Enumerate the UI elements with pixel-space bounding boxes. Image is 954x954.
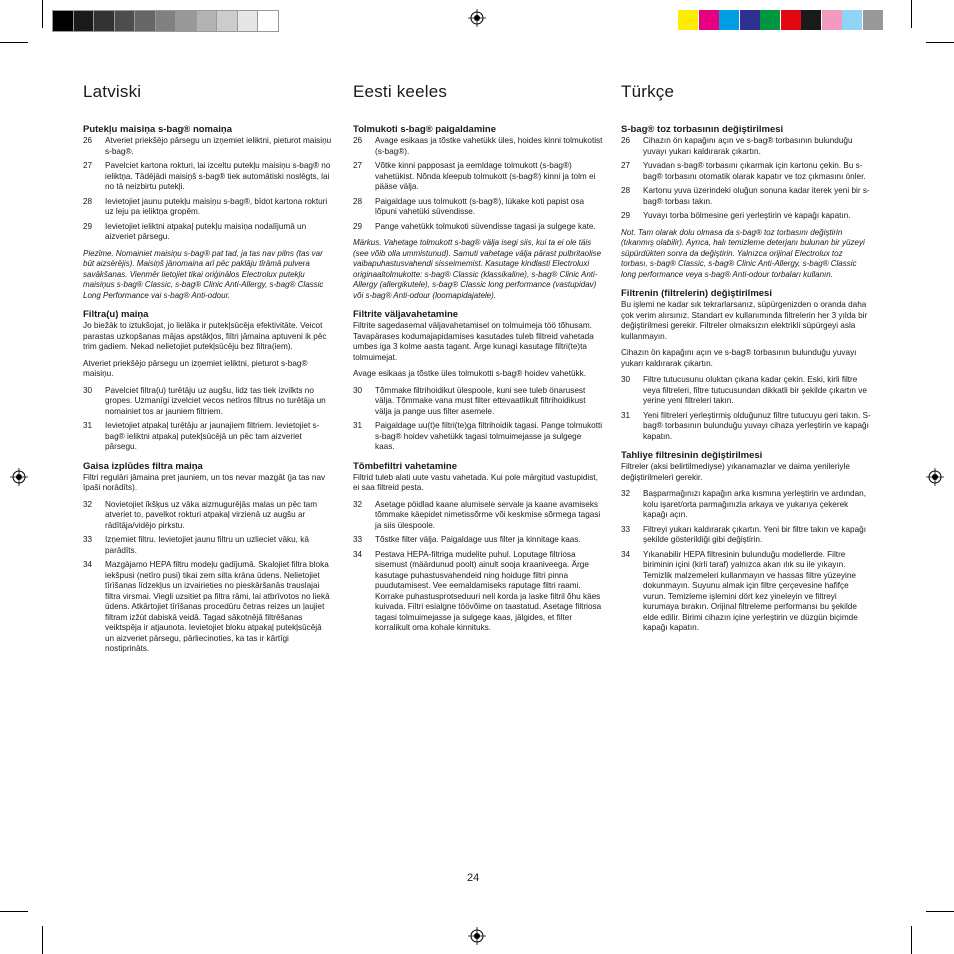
- gray-swatch: [73, 10, 95, 32]
- step-number: 30: [621, 375, 631, 384]
- step-text: Paigaldage uu(t)e filtri(te)ga filtrihoidik tagasi. Pange tolmukotti s-bag® hoidev vahetükk tagasi tolmuimejasse ja sulgege kaas.: [375, 421, 603, 451]
- registration-mark-icon: [10, 468, 28, 486]
- color-swatch: [719, 10, 739, 30]
- note-text: Märkus. Vahetage tolmukott s-bag® välja isegi siis, kui ta ei ole täis (see võib olla ummistunud). Samuti vahetage välja pärast pulbritaolise vaibapuhastusvahendi sisseimemist. Kasutage kindlasti Electroluxi originaaltolmukotte: s-bag® Classic (klassikaline), s-bag® Clinic Anti-Allergy (allergikutele), s-bag® Classic long performance (vastupidav) või s-bag® Anti-odour (loomapidajatele).: [353, 238, 602, 300]
- step-item: [83, 560, 333, 655]
- step-number: 33: [621, 524, 631, 534]
- gray-swatch: [93, 10, 115, 32]
- color-swatch: [781, 10, 801, 30]
- section-heading: Filtrenin (filtrelerin) değiştirilmesi: [621, 288, 772, 299]
- step-item: [621, 186, 871, 207]
- step-text: Ievietojiet jaunu putekļu maisiņu s-bag®, bīdot kartona rokturi uz leju pa ieliktņa gropēm.: [105, 196, 328, 216]
- section-heading: Filtrite väljavahetamine: [353, 309, 459, 320]
- step-text: Pavelciet kartona rokturi, lai izceltu putekļu maisiņu s-bag® no ieliktņa. Tādējādi maisiņš s-bag® tiek automātiski noslēgts, lai no tā neizbirtu putekļi.: [105, 161, 331, 191]
- step-item: [353, 161, 603, 193]
- registration-mark-icon: [468, 9, 486, 27]
- crop-mark: [911, 926, 912, 954]
- crop-mark: [0, 42, 28, 43]
- step-number: 31: [83, 421, 93, 430]
- step-text: Pavelciet filtra(u) turētāju uz augšu, lidz tas tiek izvilkts no gropes. Uzmanīgi izvelciet vecos netīros filtrus no turētāja un nomainiet tos ar jauniem filtriem.: [105, 385, 326, 416]
- step-number: 29: [621, 211, 631, 220]
- step-item: [621, 411, 871, 443]
- section-heading: S-bag® toz torbasının değiştirilmesi: [621, 124, 784, 135]
- step-item: [353, 535, 603, 546]
- step-item: [83, 421, 333, 453]
- paragraph: Cihazın ön kapağını açın ve s-bag® torbasının bulunduğu yuvayı yukarı kaldırarak çıkartın.: [621, 348, 857, 368]
- step-item: [621, 375, 871, 407]
- step-text: Yuvadan s-bag® torbasını çıkarmak için kartonu çekin. Bu s-bag® torbasını otomatik olarak kapatır ve toz çıkmasını önler.: [643, 161, 866, 181]
- step-text: Cihazın ön kapağını açın ve s-bag® torbasının bulunduğu yuvayı yukarı kaldırarak çıkartın.: [643, 136, 853, 156]
- column-turkce: [621, 82, 871, 638]
- column-body: [621, 124, 871, 634]
- note-text: Not. Tam olarak dolu olmasa da s-bag® toz torbasını değiştirin (tıkanmış olabilir). Ayrıca, halı temizleme deterjanı bulunan bir yüzeyi süpürdükten sonra da değiştirin. Yalnızca orijinal Electrolux toz torbası, s-bag® Classic, s-bag® Clinic Anti-Allergy, s-bag® Classic long performance veya s-bag® Anti-odour torbaları kullanın.: [621, 227, 865, 279]
- step-text: Kartonu yuva üzerindeki oluğun sonuna kadar iterek yeni bir s-bag® torbası takın.: [643, 186, 870, 206]
- step-item: [353, 136, 603, 157]
- color-swatch: [822, 10, 842, 30]
- step-item: [621, 136, 871, 157]
- step-item: [621, 489, 871, 521]
- crop-mark: [926, 42, 954, 43]
- step-text: Võtke kinni papposast ja eemldage tolmukott (s-bag®) vahetükist. Nõnda kleepub tolmukott (s-bag®) kinni ja tolm ei pääse välja.: [375, 161, 596, 191]
- step-item: [621, 211, 871, 222]
- step-number: 34: [621, 549, 631, 559]
- paragraph: Atveriet priekšējo pārsegu un izņemiet ieliktni, pieturot s-bag® maisiņu.: [83, 358, 308, 378]
- step-text: Izņemiet filtru. Ievietojiet jaunu filtru un uzlieciet vāku, kā parādīts.: [105, 535, 309, 555]
- step-number: 28: [83, 196, 93, 206]
- step-number: 32: [621, 489, 631, 498]
- step-item: [353, 386, 603, 418]
- gray-swatch: [196, 10, 218, 32]
- step-number: 34: [83, 560, 93, 569]
- section-heading: Putekļu maisiņa s-bag® nomaiņa: [83, 124, 233, 135]
- paragraph: Jo biežāk to iztukšojat, jo lielāka ir putekļsūcēja efektivitāte. Veicot parastas uzkopšanas mājas apstākļos, filtri jāmaina aptuveni ik pēc trim gadiem. Nekad nelietojiet putekļsūcēju bez filtra(iem).: [83, 321, 327, 351]
- column-heading: Latviski: [83, 82, 142, 101]
- color-swatch: [740, 10, 760, 30]
- gray-swatch: [237, 10, 259, 32]
- gray-swatch: [52, 10, 74, 32]
- gray-swatch: [114, 10, 136, 32]
- step-item: [83, 386, 333, 418]
- paragraph: Filtreler (aksi belirtilmediyse) yıkanamazlar ve daima yenileriyle değiştirilmeleri gerekir.: [621, 462, 850, 482]
- step-item: [83, 500, 333, 532]
- step-text: Asetage pöidlad kaane alumisele servale ja kaane avamiseks tõmmake käepidet nimetissõrme või keskmise sõrmega tagasi ja siis ülespoole.: [375, 499, 601, 530]
- step-number: 31: [353, 421, 363, 430]
- paragraph: Avage esikaas ja tõstke üles tolmukotti s-bag® hoidev vahetükk.: [353, 369, 586, 378]
- step-number: 34: [353, 549, 363, 559]
- section-heading: Gaisa izplūdes filtra maiņa: [83, 460, 203, 472]
- page-number: 24: [467, 872, 480, 884]
- crop-mark: [42, 0, 43, 28]
- section-heading: Tolmukoti s-bag® paigaldamine: [353, 124, 497, 135]
- color-swatch: [801, 10, 821, 30]
- step-text: Pange vahetükk tolmukoti süvendisse tagasi ja sulgege kate.: [375, 221, 596, 231]
- step-item: [353, 222, 603, 233]
- step-number: 26: [83, 136, 93, 145]
- crop-mark: [42, 926, 43, 954]
- gray-swatch: [155, 10, 177, 32]
- step-text: Filtre tutucusunu oluktan çıkana kadar çekin. Eski, kirli filtre veya filtreleri, filtre tutucusundan dikkatli bir şekilde çıkartın ve yerine yeni filtreleri takın.: [643, 375, 867, 405]
- gray-swatch: [175, 10, 197, 32]
- step-item: [353, 421, 603, 453]
- section-heading: Tahliye filtresinin değiştirilmesi: [621, 450, 763, 461]
- step-number: 29: [353, 221, 363, 231]
- paragraph: Filtrite sagedasemal väljavahetamisel on tolmuimeja töö tõhusam. Tavapärases kodumajapidamises kasutades tuleb filtreid vahetada umbes iga 3 kolme aasta tagant. Ärge kunagi kasutage filtri(te)ta tolmuimejat.: [353, 321, 594, 362]
- step-number: 27: [621, 161, 631, 170]
- column-eesti: [353, 82, 603, 638]
- step-item: [621, 525, 871, 546]
- step-text: Ievietojiet atpakaļ turētāju ar jaunajiem filtriem. Ievietojiet s-bag® ieliktni atpakaļ putekļsūcējā un pēc tam aizveriet pārsegu.: [105, 421, 320, 451]
- crop-mark: [0, 911, 28, 912]
- step-item: [353, 500, 603, 532]
- step-item: [83, 136, 333, 157]
- step-number: 26: [621, 136, 631, 145]
- step-text: Mazgājamo HEPA filtru modeļu gadījumā. Skalojiet filtra bloka iekšpusi (netīro pusi) tikai zem silta krāna ūdens. Nelietojiet tīrīšanas līdzekļus un izvairieties no pieskāršanās trauslajai filtra virsmai. Viegli uzsitiet pa filtra rāmi, lai atbrīvotos no liekā ūdens. Atkārtojiet tīrīšanas procedūru četras reizes un ļaujiet filtram izžūt dabiskā veidā. Tagad sākotnējā filtrēšanas veiktspēja ir atjaunota. Ievietojiet bloku atpakaļ putekļsūcējā un aizveriet pārsegu, pārliecinoties, ka tas ir kārtīgi nostiprināts.: [105, 560, 330, 653]
- step-text: Paigaldage uus tolmukott (s-bag®), lükake koti papist osa lõpuni vahetüki süvendisse.: [375, 196, 585, 216]
- column-latviski: [83, 82, 333, 659]
- step-text: Filtreyi yukarı kaldırarak çıkartın. Yeni bir filtre takın ve kapağı şekilde gösterildiği gibi değiştirin.: [643, 524, 866, 544]
- registration-mark-icon: [468, 927, 486, 945]
- section-heading: Filtra(u) maiņa: [83, 309, 149, 320]
- step-number: 28: [353, 196, 363, 206]
- step-text: Yeni filtreleri yerleştirmiş olduğunuz filtre tutucuyu geri takın. S-bag® torbasının bulunduğu yuvayı cihaza yerleştirin ve kapağı kapatın.: [643, 410, 871, 441]
- step-text: Novietojiet īkšķus uz vāka aizmugurējās malas un pēc tam atveriet to, pavelkot rokturi atpakaļ virzienā uz augšu ar rādītāja/vidējo pirkstu.: [105, 499, 318, 530]
- step-item: [353, 550, 603, 634]
- color-swatch: [678, 10, 698, 30]
- step-text: Tõmmake filtrihoidikut ülespoole, kuni see tuleb önarusest välja. Tõmmake vana must filter ettevaatlikult filtrihoidikust välja ja pange uus filter asemele.: [375, 385, 586, 416]
- step-number: 33: [83, 535, 93, 544]
- step-number: 29: [83, 221, 93, 231]
- step-item: [621, 161, 871, 182]
- column-heading: Eesti keeles: [353, 82, 448, 101]
- column-body: [353, 124, 603, 634]
- color-swatch: [863, 10, 883, 30]
- step-text: Pestava HEPA-filtriga mudelite puhul. Loputage filtriosa sisemust (määrdunud poolt) ainult sooja kraaniveega. Ärge kasutage puhastusvahendeid ning hoiduge filtri pinna puudutamisest. Vee eemaldamiseks raputage filtri raami. Korrake puhastusprotseduuri neli korda ja laske filtril õhu käes kuivada. Filtri esialgne töövõime on taastatud. Asetage filtriosa tagasi tolmuimejasse ja sulgege kaas, jälgides, et filter korralikult oma kohale kinnituks.: [375, 549, 602, 632]
- paragraph: Bu işlemi ne kadar sık tekrarlarsanız, süpürgenizden o oranda daha çok verim alırsınız. Standart ev kullanımında filtrelerin her 3 yılda bir değiştirilmesi gerekir. Filtreler olmaksızın elektrikli süpürgeyi asla kullanmayın.: [621, 300, 868, 341]
- step-number: 26: [353, 136, 363, 145]
- step-text: Avage esikaas ja tõstke vahetükk üles, hoides kinni tolmukotist (s-bag®).: [375, 136, 603, 156]
- color-swatch: [760, 10, 780, 30]
- crop-mark: [926, 911, 954, 912]
- step-item: [83, 222, 333, 243]
- step-number: 32: [353, 499, 363, 509]
- step-text: Atveriet priekšējo pārsegu un izņemiet ieliktni, pieturot maisiņu s-bag®.: [105, 136, 332, 156]
- column-heading: Türkçe: [621, 82, 675, 101]
- step-number: 33: [353, 535, 363, 544]
- crop-mark: [911, 0, 912, 28]
- gray-swatch: [257, 10, 279, 32]
- step-number: 32: [83, 499, 93, 509]
- step-text: Yuvayı torba bölmesine geri yerleştirin ve kapağı kapatın.: [643, 211, 851, 220]
- step-text: Ievietojiet ieliktni atpakaļ putekļu maisiņa nodalījumā un aizveriet pārsegu.: [105, 221, 307, 241]
- step-item: [621, 550, 871, 634]
- step-number: 31: [621, 410, 631, 420]
- step-text: Başparmağınızı kapağın arka kısmına yerleştirin ve ardından, kolu işaret/orta parmağınızla arkaya ve yukarıya çekerek kapağı açın.: [643, 489, 866, 519]
- paragraph: Filtrid tuleb alati uute vastu vahetada. Kui pole märgitud vastupidist, ei saa filtreid pesta.: [353, 472, 598, 492]
- section-heading: Tõmbefiltri vahetamine: [353, 460, 457, 472]
- step-number: 27: [353, 161, 363, 170]
- step-item: [83, 535, 333, 556]
- step-number: 30: [83, 385, 93, 395]
- step-number: 27: [83, 161, 93, 170]
- color-swatch: [699, 10, 719, 30]
- step-item: [83, 197, 333, 218]
- gray-swatch: [134, 10, 156, 32]
- step-text: Yıkanabilir HEPA filtresinin bulunduğu modellerde. Filtre biriminin içini (kirli taraf) yalnızca akan ılık su ile yıkayın. Temizlik malzemeleri kullanmayın ve hassas filtre yüzeyine dokunmayın. Suyunu almak için filtre çerçevesine hafifçe vurun. Temizleme işlemini dört kez yineleyin ve filtreyi kurumaya bırakın. Orijinal filtreleme performansı bu şekilde elde edilir. Birimi cihazın içine yerleştirin ve düzgün biçimde kapağı kapatın.: [643, 549, 858, 632]
- note-text: Piezīme. Nomainiet maisiņu s-bag® pat tad, ja tas nav pilns (tas var būt aizsērējis). Maisiņš jānomaina arī pēc paklāju tīrāmā pulvera savākšanas. Vienmēr lietojiet tikai oriģinālos Electrolux putekļu maisiņus s-bag® Classic, s-bag® Clinic Anti-Allergy, s-bag® Classic Long Performance vai s-bag® Anti-odour.: [83, 248, 324, 300]
- paragraph: Filtri regulāri jāmaina pret jauniem, un tos nevar mazgāt (ja tas nav īpaši norādīts).: [83, 472, 326, 492]
- step-number: 28: [621, 186, 631, 195]
- gray-swatch: [216, 10, 238, 32]
- step-item: [353, 197, 603, 218]
- color-swatch: [842, 10, 862, 30]
- step-item: [83, 161, 333, 193]
- column-body: [83, 124, 333, 655]
- registration-mark-icon: [926, 468, 944, 486]
- step-text: Tõstke filter välja. Paigaldage uus filter ja kinnitage kaas.: [375, 535, 581, 544]
- step-number: 30: [353, 385, 363, 395]
